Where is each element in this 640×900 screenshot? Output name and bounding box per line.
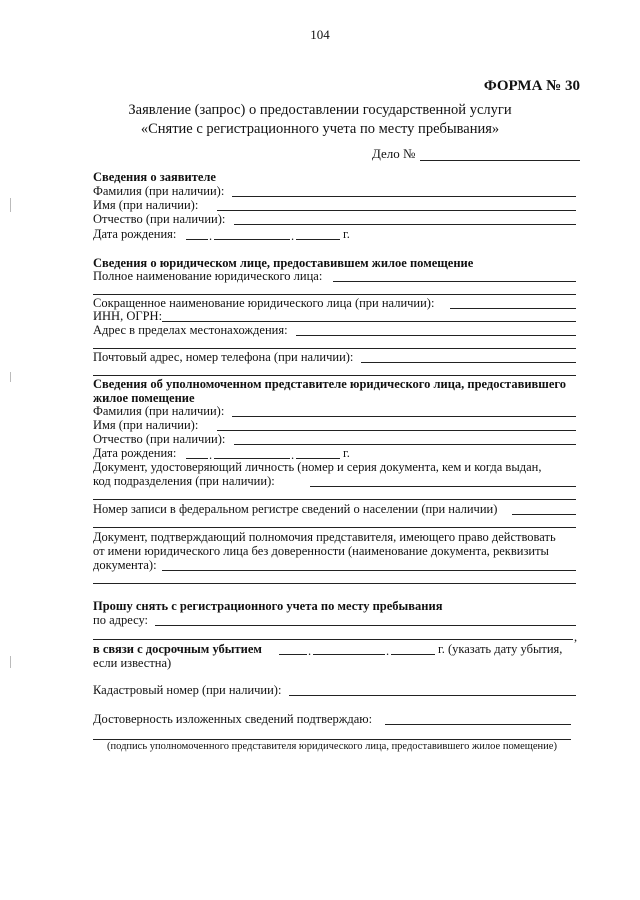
signature-caption: (подпись уполномоченного представителя юридического лица, предоставившего жилое помещение)	[107, 741, 557, 752]
applicant-surname-field[interactable]	[232, 196, 576, 197]
legal-inn-label: ИНН, ОГРН:	[93, 309, 163, 323]
rep-surname-label: Фамилия (при наличии):	[93, 404, 225, 418]
request-address-comma: ,	[574, 630, 578, 644]
form-title-line2: «Снятие с регистрационного учета по месту пребывания»	[140, 121, 500, 137]
signature-line[interactable]	[93, 739, 571, 740]
legal-postal-field-cont[interactable]	[93, 375, 576, 376]
request-address-field[interactable]	[155, 625, 576, 626]
rep-id-doc-field-cont[interactable]	[93, 499, 576, 500]
representative-heading-line2: жилое помещение	[93, 391, 195, 405]
legal-full-name-field-cont[interactable]	[93, 294, 576, 295]
rep-name-label: Имя (при наличии):	[93, 418, 199, 432]
confirm-label: Достоверность изложенных сведений подтверждаю:	[93, 712, 373, 726]
applicant-birth-month-field[interactable]	[214, 239, 290, 240]
legal-postal-label: Почтовый адрес, номер телефона (при наличии):	[93, 350, 354, 364]
representative-heading-line1: Сведения об уполномоченном представителе юридического лица, предоставившего	[93, 377, 567, 391]
cadastral-label: Кадастровый номер (при наличии):	[93, 683, 282, 697]
legal-full-name-label: Полное наименование юридического лица:	[93, 269, 323, 283]
applicant-birthdate-label: Дата рождения:	[93, 227, 177, 241]
rep-birth-day-field[interactable]	[186, 458, 208, 459]
form-number: ФОРМА № 30	[483, 78, 580, 94]
page-number: 104	[310, 27, 330, 42]
form-title-line1: Заявление (запрос) о предоставлении государственной услуги	[128, 102, 512, 118]
legal-short-name-field[interactable]	[450, 308, 576, 309]
applicant-birth-day-field[interactable]	[186, 239, 208, 240]
departure-month-field[interactable]	[313, 654, 385, 655]
rep-surname-field[interactable]	[232, 416, 576, 417]
applicant-patronymic-field[interactable]	[234, 224, 576, 225]
request-address-field-cont[interactable]	[93, 639, 573, 640]
case-number-label: Дело №	[372, 146, 416, 161]
legal-entity-heading: Сведения о юридическом лице, предоставившем жилое помещение	[93, 256, 474, 270]
scan-artifact	[10, 372, 11, 382]
rep-authority-label-line3: документа):	[93, 558, 157, 572]
departure-date-hint-cont: если известна)	[93, 656, 172, 670]
legal-inn-field[interactable]	[162, 321, 576, 322]
rep-registry-label: Номер записи в федеральном регистре сведений о населении (при наличии)	[93, 502, 498, 516]
rep-authority-field[interactable]	[162, 570, 576, 571]
early-departure-label: в связи с досрочным убытием	[93, 642, 262, 656]
request-heading: Прошу снять с регистрационного учета по месту пребывания	[93, 599, 443, 613]
rep-authority-label-line2: от имени юридического лица без доверенности (наименование документа, реквизиты	[93, 544, 549, 558]
scan-artifact	[10, 656, 11, 668]
applicant-year-suffix: г.	[343, 227, 350, 241]
applicant-patronymic-label: Отчество (при наличии):	[93, 212, 226, 226]
departure-date-hint: г. (указать дату убытия,	[438, 642, 563, 656]
rep-name-field[interactable]	[217, 430, 576, 431]
legal-address-label: Адрес в пределах местонахождения:	[93, 323, 288, 337]
rep-id-doc-field[interactable]	[310, 486, 576, 487]
rep-patronymic-label: Отчество (при наличии):	[93, 432, 226, 446]
legal-short-name-label: Сокращенное наименование юридического лица (при наличии):	[93, 296, 435, 310]
request-address-label: по адресу:	[93, 613, 149, 627]
departure-day-field[interactable]	[279, 654, 307, 655]
applicant-surname-label: Фамилия (при наличии):	[93, 184, 225, 198]
legal-address-field-cont[interactable]	[93, 348, 576, 349]
departure-year-field[interactable]	[391, 654, 435, 655]
cadastral-field[interactable]	[289, 695, 576, 696]
legal-full-name-field[interactable]	[333, 281, 576, 282]
applicant-heading: Сведения о заявителе	[93, 170, 216, 184]
rep-authority-field-cont[interactable]	[93, 583, 576, 584]
case-number-field[interactable]	[420, 160, 580, 161]
rep-birthdate-label: Дата рождения:	[93, 446, 177, 460]
legal-postal-field[interactable]	[361, 362, 576, 363]
rep-registry-field-cont[interactable]	[93, 527, 576, 528]
rep-birth-year-field[interactable]	[296, 458, 340, 459]
rep-registry-field[interactable]	[512, 514, 576, 515]
legal-address-field[interactable]	[296, 335, 576, 336]
rep-birth-month-field[interactable]	[214, 458, 290, 459]
rep-year-suffix: г.	[343, 446, 350, 460]
rep-id-doc-label-line2: код подразделения (при наличии):	[93, 474, 275, 488]
confirm-field[interactable]	[385, 724, 571, 725]
rep-id-doc-label-line1: Документ, удостоверяющий личность (номер и серия документа, кем и когда выдан,	[93, 460, 542, 474]
applicant-name-label: Имя (при наличии):	[93, 198, 199, 212]
form-page: 104 ФОРМА № 30 Заявление (запрос) о предоставлении государственной услуги «Снятие с регистрационного учета по месту пребывания» Дело № Сведения о заявителе Фамилия (при наличии): Имя (при наличии): Отчество (при наличии): Дата рождения: . . г. Сведения о юридическом лице, предоставившем жилое помещение Полное наименование юридического лица: Сокращенное наименование юридического лица (при наличии): ИНН, ОГРН: Адрес в пределах местонахождения: Почтовый адрес, номер телефона (при наличии): Сведения об уполномоченном представителе юридического лица, предоставившего жилое помещение Фамилия (при наличии): Имя (при наличии): Отчество (при наличии): Дата рождения: . . г. Документ, удостоверяющий личность (номер и серия документа, кем и когда выдан, код подразделения (при наличии): Номер записи в федеральном регистре сведений о населении (при наличии) Документ, подтверждающий полномочия представителя, имеющего право действовать от имени юридического лица без доверенности (наименование документа, реквизиты документа): Прошу снять с регистрационного учета по месту пребывания по адресу: , в связи с досрочным убытием . . г. (указать дату убытия, если известна) Кадастровый номер (при наличии): Достоверность изложенных сведений подтверждаю: (подпись уполномоченного представителя юридического лица, предоставившего жилое помещение)	[0, 0, 640, 900]
rep-authority-label-line1: Документ, подтверждающий полномочия представителя, имеющего право действовать	[93, 530, 556, 544]
applicant-name-field[interactable]	[217, 210, 576, 211]
scan-artifact	[10, 198, 11, 212]
applicant-birth-year-field[interactable]	[296, 239, 340, 240]
rep-patronymic-field[interactable]	[234, 444, 576, 445]
